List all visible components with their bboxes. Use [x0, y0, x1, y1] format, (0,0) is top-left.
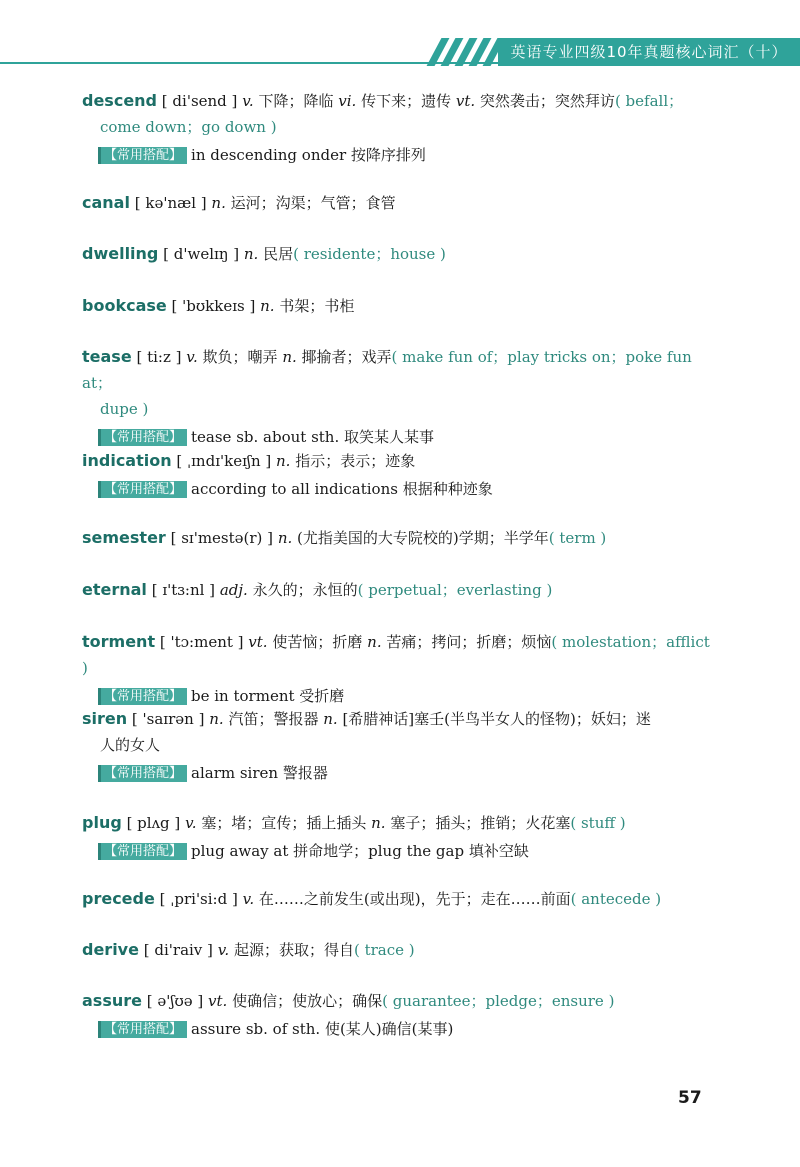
- phonetic: [ ə'ʃʊə ]: [146, 992, 204, 1010]
- headword: assure: [82, 991, 142, 1010]
- headword: dwelling: [82, 244, 159, 263]
- headword: tease: [82, 347, 132, 366]
- part-of-speech: v.: [217, 941, 230, 959]
- collocation-tag: 【常用搭配】: [98, 147, 187, 164]
- collocation-tag: 【常用搭配】: [98, 765, 187, 782]
- definition: 揶揄者；戏弄: [301, 348, 392, 366]
- headword: siren: [82, 709, 128, 728]
- definition: [希腊神话]塞壬(半鸟半女人的怪物)；妖妇；迷: [342, 710, 651, 728]
- collocation-text: according to all indications 根据种种迹象: [191, 480, 493, 498]
- entry-semester: [82, 525, 718, 551]
- part-of-speech: vt.: [208, 992, 228, 1010]
- part-of-speech: v.: [185, 814, 197, 832]
- headword: descend: [82, 91, 158, 110]
- collocation-text: alarm siren 警报器: [191, 764, 328, 782]
- definition: 下降；降临: [258, 92, 334, 110]
- definition: 指示；表示；迹象: [295, 452, 416, 470]
- part-of-speech: n.: [282, 348, 297, 366]
- synonyms: ( stuff ): [570, 814, 626, 832]
- definition: 永久的；永恒的: [252, 581, 358, 599]
- phonetic: [ 'saɪrən ]: [131, 710, 205, 728]
- headword: precede: [82, 889, 155, 908]
- synonyms: ( make fun of；play tricks on；poke fun at；: [82, 348, 692, 392]
- phonetic: [ di'raiv ]: [143, 941, 213, 959]
- definition: 塞子；插头；推销；火花塞: [390, 814, 571, 832]
- part-of-speech: n.: [323, 710, 338, 728]
- collocation-row: [82, 476, 718, 502]
- part-of-speech: adj.: [219, 581, 248, 599]
- part-of-speech: v.: [186, 348, 198, 366]
- synonyms: ( antecede ): [570, 890, 662, 908]
- part-of-speech: n.: [243, 245, 259, 263]
- headword: derive: [82, 940, 139, 959]
- part-of-speech: n.: [211, 194, 226, 212]
- collocation-row: [82, 424, 718, 450]
- collocation-tag: 【常用搭配】: [98, 481, 187, 498]
- phonetic: [ ˌɪndɪ'keɪʃn ]: [176, 452, 272, 470]
- definition: 书架；书柜: [279, 297, 355, 315]
- collocation-row: [82, 142, 718, 168]
- part-of-speech: n.: [367, 633, 382, 651]
- entry-torment: [82, 629, 718, 709]
- definition: 突然袭击；突然拜访: [479, 92, 615, 110]
- definition-continued: 人的女人: [100, 736, 161, 754]
- headword: torment: [82, 632, 156, 651]
- entry-dwelling: [82, 241, 718, 267]
- collocation-text: be in torment 受折磨: [191, 687, 345, 705]
- collocation-tag: 【常用搭配】: [98, 688, 187, 705]
- header-stripes-decoration: [430, 38, 500, 66]
- headword: semester: [82, 528, 166, 547]
- definition: 汽笛；警报器: [228, 710, 319, 728]
- part-of-speech: n.: [276, 452, 291, 470]
- definition: 苦痛；拷问；折磨；烦恼: [386, 633, 552, 651]
- collocation-row: [82, 1016, 718, 1042]
- definition: 塞；堵；宣传；插上插头: [201, 814, 367, 832]
- headword: bookcase: [82, 296, 167, 315]
- part-of-speech: vi.: [338, 92, 357, 110]
- entry-derive: [82, 937, 718, 963]
- part-of-speech: v.: [242, 92, 254, 110]
- synonyms: ( perpetual；everlasting ): [357, 581, 553, 599]
- collocation-tag: 【常用搭配】: [98, 429, 187, 446]
- entry-siren: [82, 706, 718, 786]
- synonyms: ( term ): [548, 529, 607, 547]
- entry-precede: [82, 886, 718, 912]
- collocation-row: [82, 760, 718, 786]
- entry-canal: [82, 190, 718, 216]
- entry-plug: [82, 810, 718, 864]
- page-header: [0, 0, 800, 75]
- definition: 欺负；嘲弄: [202, 348, 278, 366]
- page-number: 57: [678, 1088, 702, 1108]
- part-of-speech: vt.: [455, 92, 476, 110]
- synonyms-continued: come down；go down ): [100, 118, 277, 136]
- collocation-text: assure sb. of sth. 使(某人)确信(某事): [191, 1020, 454, 1038]
- synonyms: ( befall；: [614, 92, 684, 110]
- collocation-text: plug away at 拼命地学；plug the gap 填补空缺: [191, 842, 529, 860]
- part-of-speech: n.: [277, 529, 293, 547]
- synonyms: ( residente；house ): [293, 245, 446, 263]
- entry-eternal: [82, 577, 718, 603]
- part-of-speech: n.: [209, 710, 224, 728]
- definition: 民居: [263, 245, 294, 263]
- part-of-speech: n.: [371, 814, 386, 832]
- definition: 运河；沟渠；气管；食管: [230, 194, 396, 212]
- synonyms: ( molestation；afflict ): [82, 633, 710, 677]
- definition: 传下来；遗传: [361, 92, 452, 110]
- phonetic: [ d'welɪŋ ]: [163, 245, 240, 263]
- part-of-speech: v.: [242, 890, 255, 908]
- headword: indication: [82, 451, 172, 470]
- definition: 起源；获取；得自: [233, 941, 354, 959]
- definition: (尤指美国的大专院校的)学期；半学年: [297, 529, 549, 547]
- phonetic: [ ɪ'tɜ:nl ]: [151, 581, 216, 599]
- synonyms: ( trace ): [353, 941, 415, 959]
- phonetic: [ ˌpri'si:d ]: [159, 890, 238, 908]
- phonetic: [ 'tɔ:ment ]: [159, 633, 244, 651]
- collocation-tag: 【常用搭配】: [98, 1021, 187, 1038]
- entry-descend: [82, 88, 718, 168]
- collocation-text: in descending onder 按降序排列: [191, 146, 426, 164]
- collocation-text: tease sb. about sth. 取笑某人某事: [191, 428, 434, 446]
- entry-indication: [82, 448, 718, 502]
- entry-assure: [82, 988, 718, 1042]
- part-of-speech: n.: [260, 297, 275, 315]
- collocation-tag: 【常用搭配】: [98, 843, 187, 860]
- synonyms: ( guarantee；pledge；ensure ): [382, 992, 615, 1010]
- entry-bookcase: [82, 293, 718, 319]
- phonetic: [ di'send ]: [161, 92, 238, 110]
- synonyms-continued: dupe ): [100, 400, 149, 418]
- phonetic: [ kə'næl ]: [134, 194, 207, 212]
- phonetic: [ ti:z ]: [136, 348, 182, 366]
- headword: canal: [82, 193, 130, 212]
- collocation-row: [82, 838, 718, 864]
- definition: 在……之前发生(或出现)，先于；走在……前面: [258, 890, 571, 908]
- phonetic: [ plʌg ]: [126, 814, 181, 832]
- phonetic: [ sɪ'mestə(r) ]: [170, 529, 274, 547]
- part-of-speech: vt.: [248, 633, 268, 651]
- phonetic: [ 'bʊkkeɪs ]: [171, 297, 256, 315]
- definition: 使确信；使放心；确保: [232, 992, 383, 1010]
- headword: plug: [82, 813, 122, 832]
- header-title: 英语专业四级10年真题核心词汇（十）: [498, 38, 800, 66]
- definition: 使苦恼；折磨: [272, 633, 363, 651]
- headword: eternal: [82, 580, 147, 599]
- entry-tease: [82, 344, 718, 450]
